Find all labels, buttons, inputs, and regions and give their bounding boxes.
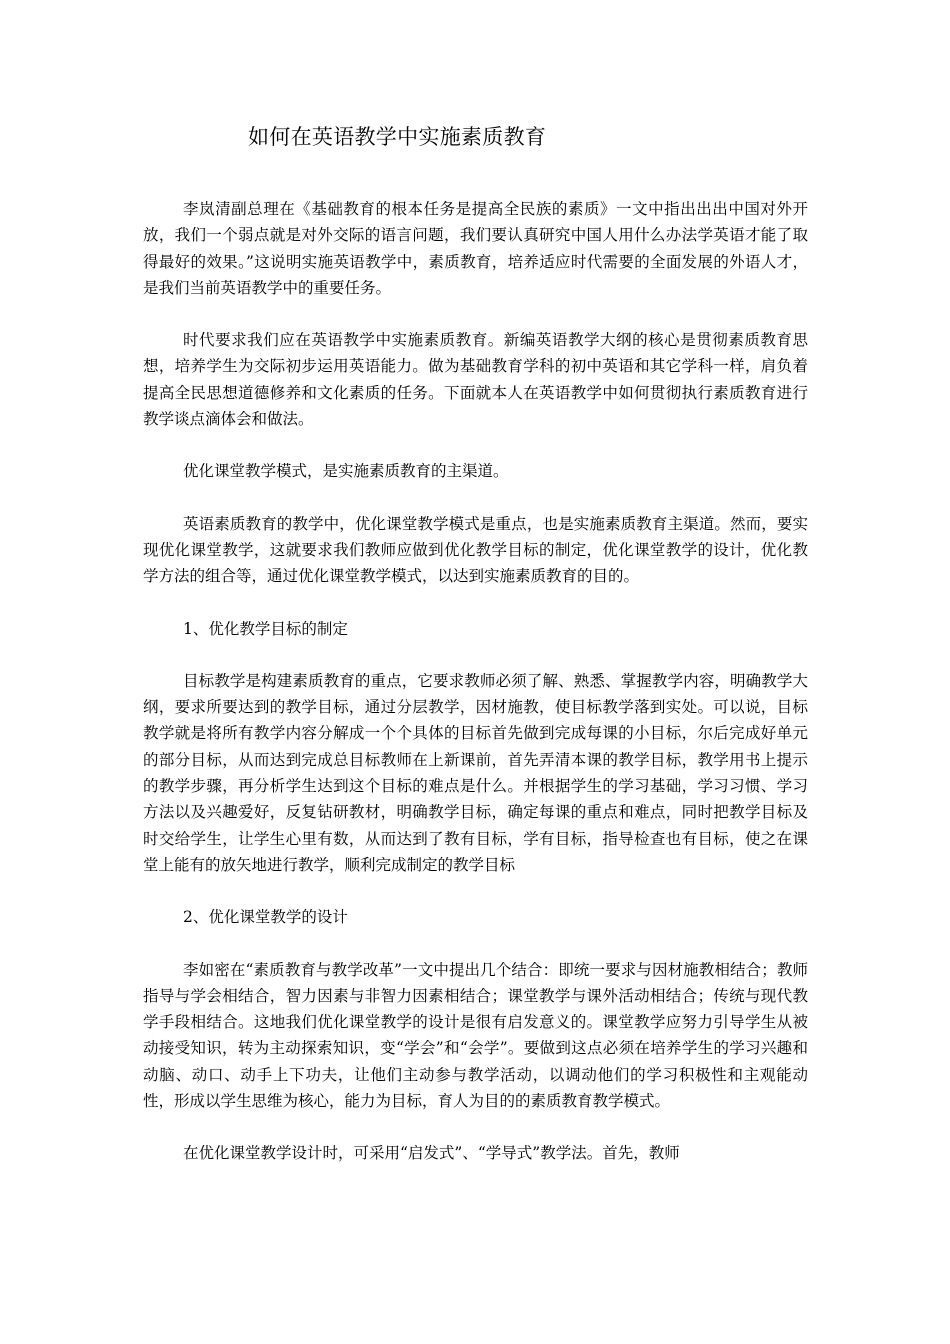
- paragraph-1: 李岚清副总理在《基础教育的根本任务是提高全民族的素质》一文中指出出出中国对外开放，我们一个弱点就是对外交际的语言问题，我们要认真研究中国人用什么办法学英语才能了取得最好的效果。”这说明实施英语教学中，素质教育，培养适应时代需要的全面发展的外语人才，是我们当前英语教学中的重要任务。: [143, 200, 808, 297]
- section-heading: 优化课堂教学模式，是实施素质教育的主渠道。: [183, 462, 509, 481]
- document-title: 如何在英语教学中实施素质教育: [248, 125, 547, 149]
- paragraph-4: 目标教学是构建素质教育的重点，它要求教师必须了解、熟悉、掌握教学内容，明确教学大纲，要求所要达到的教学目标，通过分层教学，因材施教，使目标教学落到实处。可以说，目标教学就是将所有教学内容分解成一个个具体的目标首先做到完成每课的小目标，尔后完成好单元的部分目标，从而达到完成总目标教师在上新课前，首先弄清本课的教学目标，教学用书上提示的教学步骤，再分析学生达到这个目标的难点是什么。并根据学生的学习基础，学习习惯、学习方法以及兴趣爱好，反复钻研教材，明确教学目标，确定每课的重点和难点，同时把教学目标及时交给学生，让学生心里有数，从而达到了教有目标，学有目标，指导检查也有目标，使之在课堂上能有的放矢地进行教学，顺利完成制定的教学目标: [143, 671, 808, 874]
- paragraph-5: 李如密在“素质教育与教学改革”一文中提出几个结合：即统一要求与因材施教相结合；教师指导与学会相结合，智力因素与非智力因素相结合；课堂教学与课外活动相结合；传统与现代教学手段相结合。这地我们优化课堂教学的设计是很有启发意义的。课堂教学应努力引导学生从被动接受知识，转为主动探索知识，变“学会”和“会学”。要做到这点必须在培养学生的学习兴趣和动脑、动口、动手上下功夫，让他们主动参与教学活动，以调动他们的学习积极性和主观能动性，形成以学生思维为核心，能力为目标，育人为目的的素质教育教学模式。: [143, 960, 808, 1111]
- paragraph-6: 在优化课堂教学设计时，可采用“启发式”、“学导式”教学法。首先，教师: [183, 1144, 680, 1163]
- paragraph-2: 时代要求我们应在英语教学中实施素质教育。新编英语教学大纲的核心是贯彻素质教育思想，培养学生为交际初步运用英语能力。做为基础教育学科的初中英语和其它学科一样，肩负着提高全民思想道德修养和文化素质的任务。下面就本人在英语教学中如何贯彻执行素质教育进行教学谈点滴体会和做法。: [143, 331, 808, 429]
- document-body: [143, 196, 808, 1193]
- subheading-1: 1、优化教学目标的制定: [183, 619, 348, 638]
- paragraph-3: 英语素质教育的教学中，优化课堂教学模式是重点，也是实施素质教育主渠道。然而，要实现优化课堂教学，这就要求我们教师应做到优化教学目标的制定，优化课堂教学的设计，优化教学方法的组合等，通过优化课堂教学模式，以达到实施素质教育的目的。: [143, 514, 808, 586]
- subheading-2: 2、优化课堂教学的设计: [183, 908, 348, 927]
